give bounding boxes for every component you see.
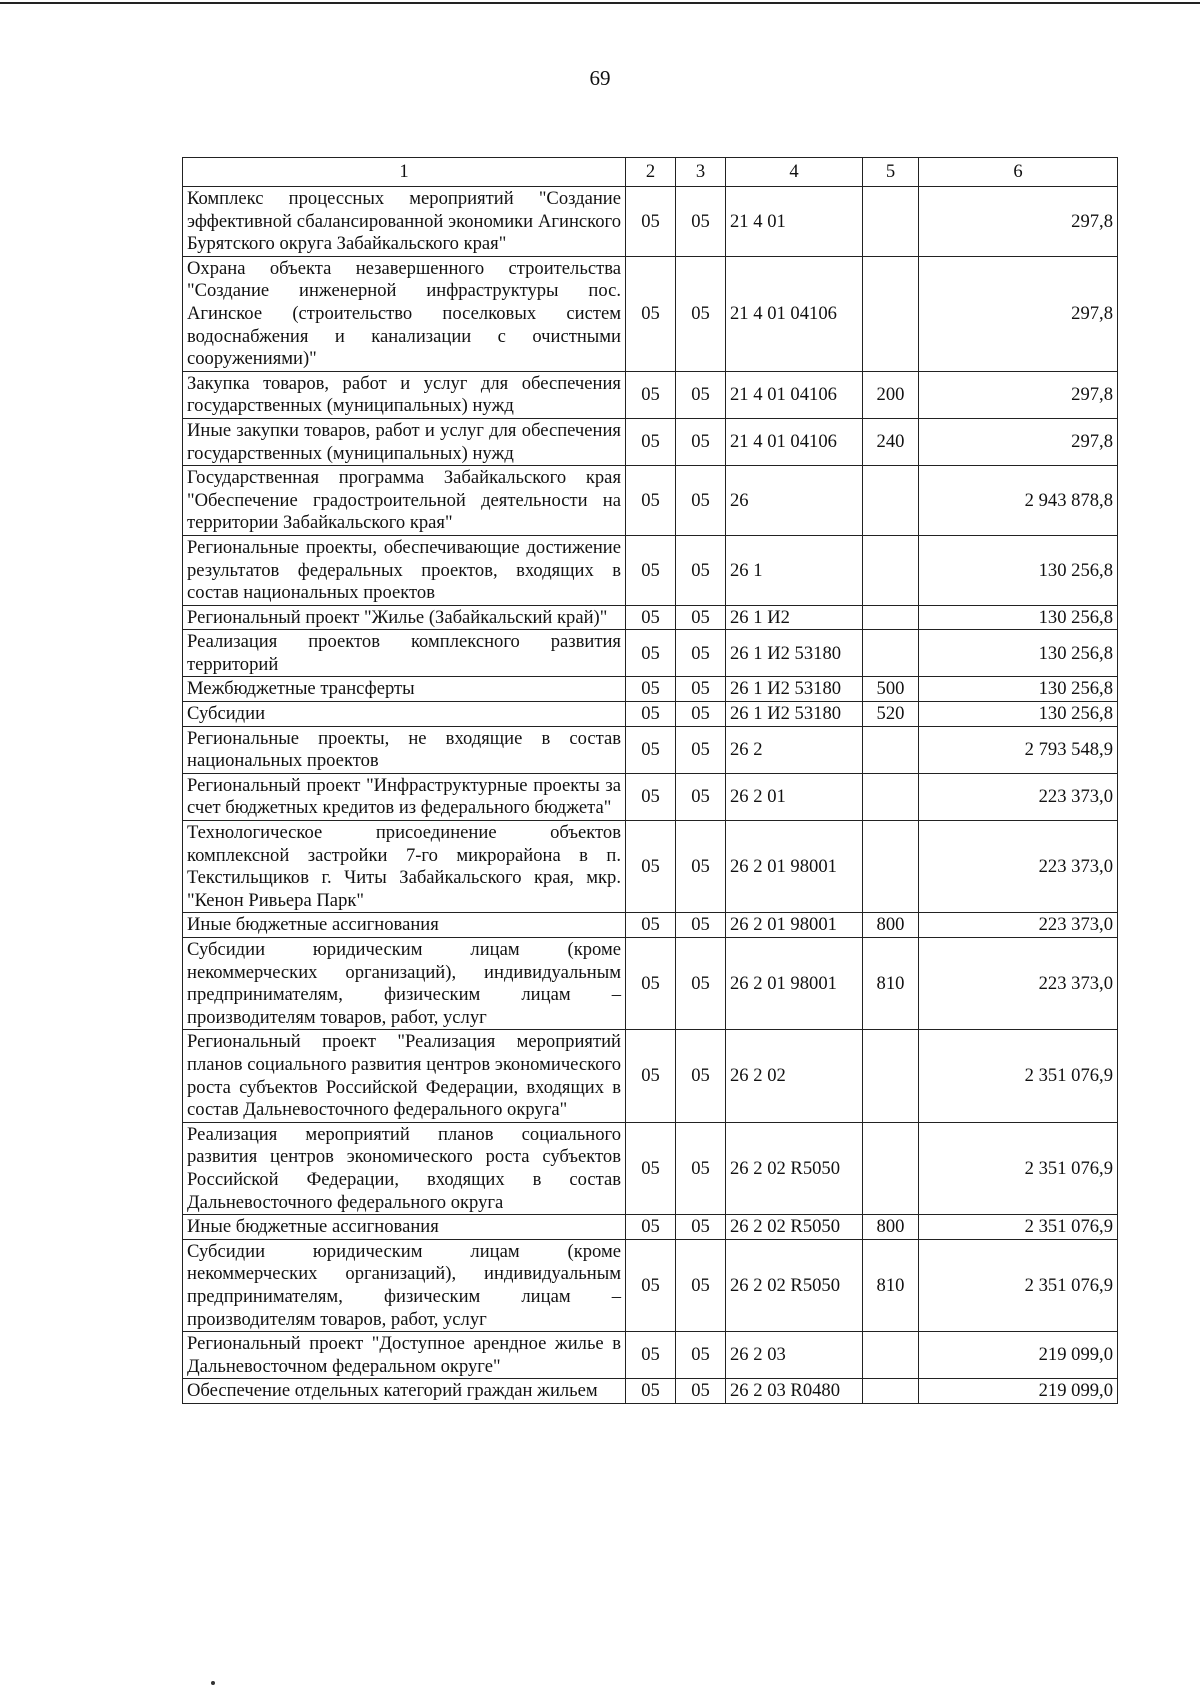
row-description: Субсидии юридическим лицам (кроме некоммерческих организаций), индивидуальным предпринимателям, физическим лицам – производителям товаров, работ, услуг bbox=[183, 1239, 626, 1331]
row-description: Иные закупки товаров, работ и услуг для обеспечения государственных (муниципальных) нужд bbox=[183, 418, 626, 465]
row-target-article-code: 26 2 01 98001 bbox=[726, 913, 863, 938]
row-section-code: 05 bbox=[626, 938, 676, 1030]
row-description: Иные бюджетные ассигнования bbox=[183, 913, 626, 938]
row-expense-type-code: 800 bbox=[863, 1215, 919, 1240]
table-row bbox=[183, 1379, 1118, 1404]
row-description: Субсидии юридическим лицам (кроме некоммерческих организаций), индивидуальным предпринимателям, физическим лицам – производителям товаров, работ, услуг bbox=[183, 938, 626, 1030]
row-target-article-code: 26 1 И2 53180 bbox=[726, 702, 863, 727]
row-target-article-code: 26 2 03 R0480 bbox=[726, 1379, 863, 1404]
row-expense-type-code bbox=[863, 466, 919, 536]
row-description: Региональные проекты, не входящие в состав национальных проектов bbox=[183, 726, 626, 773]
row-description: Закупка товаров, работ и услуг для обеспечения государственных (муниципальных) нужд bbox=[183, 371, 626, 418]
row-description: Реализация мероприятий планов социального развития центров экономического роста субъектов Российской Федерации, входящих в состав Дальневосточного федерального округа bbox=[183, 1122, 626, 1214]
row-amount: 130 256,8 bbox=[919, 677, 1118, 702]
row-amount: 219 099,0 bbox=[919, 1332, 1118, 1379]
table-body bbox=[183, 187, 1118, 1404]
row-section-code: 05 bbox=[626, 773, 676, 820]
row-description: Охрана объекта незавершенного строительства "Создание инженерной инфраструктуры пос. Агинское (строительство поселковых систем водоснабжения и канализации с очистными сооружениями)" bbox=[183, 256, 626, 371]
row-section-code: 05 bbox=[626, 913, 676, 938]
row-expense-type-code: 240 bbox=[863, 418, 919, 465]
row-target-article-code: 26 bbox=[726, 466, 863, 536]
row-target-article-code: 21 4 01 04106 bbox=[726, 418, 863, 465]
table-row bbox=[183, 256, 1118, 371]
row-expense-type-code bbox=[863, 256, 919, 371]
row-description: Региональные проекты, обеспечивающие достижение результатов федеральных проектов, входящих в состав национальных проектов bbox=[183, 535, 626, 605]
row-expense-type-code bbox=[863, 1332, 919, 1379]
scan-speck bbox=[211, 1681, 215, 1685]
row-subsection-code: 05 bbox=[676, 605, 726, 630]
row-subsection-code: 05 bbox=[676, 1239, 726, 1331]
header-col-6: 6 bbox=[919, 158, 1118, 187]
table-row bbox=[183, 938, 1118, 1030]
row-amount: 2 351 076,9 bbox=[919, 1239, 1118, 1331]
row-amount: 2 943 878,8 bbox=[919, 466, 1118, 536]
table-row bbox=[183, 1215, 1118, 1240]
row-target-article-code: 21 4 01 04106 bbox=[726, 256, 863, 371]
row-expense-type-code bbox=[863, 773, 919, 820]
row-target-article-code: 26 2 01 98001 bbox=[726, 821, 863, 913]
row-section-code: 05 bbox=[626, 1122, 676, 1214]
row-amount: 223 373,0 bbox=[919, 938, 1118, 1030]
row-amount: 223 373,0 bbox=[919, 773, 1118, 820]
row-section-code: 05 bbox=[626, 1215, 676, 1240]
row-description: Региональный проект "Доступное арендное жилье в Дальневосточном федеральном округе" bbox=[183, 1332, 626, 1379]
row-description: Реализация проектов комплексного развития территорий bbox=[183, 630, 626, 677]
row-expense-type-code: 500 bbox=[863, 677, 919, 702]
row-description: Комплекс процессных мероприятий "Создание эффективной сбалансированной экономики Агинского Бурятского округа Забайкальского края" bbox=[183, 187, 626, 257]
header-col-5: 5 bbox=[863, 158, 919, 187]
row-section-code: 05 bbox=[626, 702, 676, 727]
table-row bbox=[183, 1239, 1118, 1331]
row-amount: 130 256,8 bbox=[919, 605, 1118, 630]
header-col-1: 1 bbox=[183, 158, 626, 187]
header-col-4: 4 bbox=[726, 158, 863, 187]
table-row bbox=[183, 1332, 1118, 1379]
row-section-code: 05 bbox=[626, 605, 676, 630]
row-subsection-code: 05 bbox=[676, 938, 726, 1030]
header-col-2: 2 bbox=[626, 158, 676, 187]
table-row bbox=[183, 773, 1118, 820]
row-target-article-code: 26 1 И2 53180 bbox=[726, 630, 863, 677]
row-amount: 297,8 bbox=[919, 371, 1118, 418]
row-target-article-code: 21 4 01 bbox=[726, 187, 863, 257]
row-subsection-code: 05 bbox=[676, 466, 726, 536]
row-expense-type-code bbox=[863, 630, 919, 677]
row-subsection-code: 05 bbox=[676, 418, 726, 465]
row-description: Межбюджетные трансферты bbox=[183, 677, 626, 702]
row-section-code: 05 bbox=[626, 677, 676, 702]
row-subsection-code: 05 bbox=[676, 726, 726, 773]
row-amount: 223 373,0 bbox=[919, 913, 1118, 938]
row-subsection-code: 05 bbox=[676, 535, 726, 605]
row-subsection-code: 05 bbox=[676, 187, 726, 257]
row-amount: 297,8 bbox=[919, 418, 1118, 465]
table-row bbox=[183, 466, 1118, 536]
row-subsection-code: 05 bbox=[676, 702, 726, 727]
budget-table bbox=[182, 157, 1118, 1404]
row-expense-type-code: 520 bbox=[863, 702, 919, 727]
row-description: Субсидии bbox=[183, 702, 626, 727]
row-expense-type-code bbox=[863, 821, 919, 913]
row-subsection-code: 05 bbox=[676, 1215, 726, 1240]
table-row bbox=[183, 418, 1118, 465]
table-row bbox=[183, 535, 1118, 605]
row-amount: 219 099,0 bbox=[919, 1379, 1118, 1404]
row-subsection-code: 05 bbox=[676, 630, 726, 677]
table-row bbox=[183, 187, 1118, 257]
row-expense-type-code bbox=[863, 1030, 919, 1122]
row-expense-type-code: 810 bbox=[863, 1239, 919, 1331]
row-subsection-code: 05 bbox=[676, 913, 726, 938]
row-amount: 223 373,0 bbox=[919, 821, 1118, 913]
row-target-article-code: 26 2 01 98001 bbox=[726, 938, 863, 1030]
row-expense-type-code bbox=[863, 1379, 919, 1404]
row-target-article-code: 26 2 02 R5050 bbox=[726, 1239, 863, 1331]
row-subsection-code: 05 bbox=[676, 677, 726, 702]
row-description: Обеспечение отдельных категорий граждан жильем bbox=[183, 1379, 626, 1404]
row-amount: 130 256,8 bbox=[919, 630, 1118, 677]
row-description: Региональный проект "Инфраструктурные проекты за счет бюджетных кредитов из федерального бюджета" bbox=[183, 773, 626, 820]
row-amount: 2 351 076,9 bbox=[919, 1122, 1118, 1214]
row-target-article-code: 26 1 И2 bbox=[726, 605, 863, 630]
row-target-article-code: 26 2 02 R5050 bbox=[726, 1215, 863, 1240]
row-expense-type-code: 800 bbox=[863, 913, 919, 938]
row-expense-type-code bbox=[863, 187, 919, 257]
table-row bbox=[183, 371, 1118, 418]
row-subsection-code: 05 bbox=[676, 1030, 726, 1122]
row-target-article-code: 26 1 И2 53180 bbox=[726, 677, 863, 702]
row-description: Иные бюджетные ассигнования bbox=[183, 1215, 626, 1240]
table-row bbox=[183, 702, 1118, 727]
page-number: 69 bbox=[589, 66, 611, 90]
row-amount: 130 256,8 bbox=[919, 702, 1118, 727]
table-row bbox=[183, 913, 1118, 938]
row-expense-type-code bbox=[863, 726, 919, 773]
table-row bbox=[183, 677, 1118, 702]
table-row bbox=[183, 605, 1118, 630]
table-row bbox=[183, 1030, 1118, 1122]
row-subsection-code: 05 bbox=[676, 1332, 726, 1379]
row-amount: 297,8 bbox=[919, 187, 1118, 257]
row-target-article-code: 26 2 02 bbox=[726, 1030, 863, 1122]
row-subsection-code: 05 bbox=[676, 371, 726, 418]
row-subsection-code: 05 bbox=[676, 773, 726, 820]
row-amount: 2 793 548,9 bbox=[919, 726, 1118, 773]
row-target-article-code: 26 2 03 bbox=[726, 1332, 863, 1379]
row-target-article-code: 26 2 02 R5050 bbox=[726, 1122, 863, 1214]
row-description: Государственная программа Забайкальского края "Обеспечение градостроительной деятельности на территории Забайкальского края" bbox=[183, 466, 626, 536]
row-description: Технологическое присоединение объектов комплексной застройки 7-го микрорайона в п. Текстильщиков г. Читы Забайкальского края, мкр. "Кенон Ривьера Парк" bbox=[183, 821, 626, 913]
row-expense-type-code bbox=[863, 1122, 919, 1214]
row-amount: 2 351 076,9 bbox=[919, 1215, 1118, 1240]
row-expense-type-code bbox=[863, 605, 919, 630]
row-subsection-code: 05 bbox=[676, 1379, 726, 1404]
top-border-line bbox=[0, 2, 1200, 4]
row-section-code: 05 bbox=[626, 187, 676, 257]
row-expense-type-code bbox=[863, 535, 919, 605]
row-section-code: 05 bbox=[626, 1239, 676, 1331]
row-section-code: 05 bbox=[626, 418, 676, 465]
table-row bbox=[183, 1122, 1118, 1214]
row-section-code: 05 bbox=[626, 726, 676, 773]
row-section-code: 05 bbox=[626, 466, 676, 536]
row-description: Региональный проект "Жилье (Забайкальский край)" bbox=[183, 605, 626, 630]
row-section-code: 05 bbox=[626, 1332, 676, 1379]
row-subsection-code: 05 bbox=[676, 256, 726, 371]
row-section-code: 05 bbox=[626, 630, 676, 677]
row-target-article-code: 26 2 bbox=[726, 726, 863, 773]
row-section-code: 05 bbox=[626, 371, 676, 418]
row-section-code: 05 bbox=[626, 535, 676, 605]
row-amount: 130 256,8 bbox=[919, 535, 1118, 605]
row-target-article-code: 21 4 01 04106 bbox=[726, 371, 863, 418]
row-description: Региональный проект "Реализация мероприятий планов социального развития центров экономического роста субъектов Российской Федерации, входящих в состав Дальневосточного федерального округа" bbox=[183, 1030, 626, 1122]
row-target-article-code: 26 2 01 bbox=[726, 773, 863, 820]
row-subsection-code: 05 bbox=[676, 821, 726, 913]
row-expense-type-code: 810 bbox=[863, 938, 919, 1030]
row-section-code: 05 bbox=[626, 256, 676, 371]
row-amount: 2 351 076,9 bbox=[919, 1030, 1118, 1122]
table-row bbox=[183, 726, 1118, 773]
table-header-row bbox=[183, 158, 1118, 187]
table-row bbox=[183, 630, 1118, 677]
table-row bbox=[183, 821, 1118, 913]
row-amount: 297,8 bbox=[919, 256, 1118, 371]
row-section-code: 05 bbox=[626, 1379, 676, 1404]
row-subsection-code: 05 bbox=[676, 1122, 726, 1214]
row-expense-type-code: 200 bbox=[863, 371, 919, 418]
row-target-article-code: 26 1 bbox=[726, 535, 863, 605]
row-section-code: 05 bbox=[626, 821, 676, 913]
row-section-code: 05 bbox=[626, 1030, 676, 1122]
header-col-3: 3 bbox=[676, 158, 726, 187]
